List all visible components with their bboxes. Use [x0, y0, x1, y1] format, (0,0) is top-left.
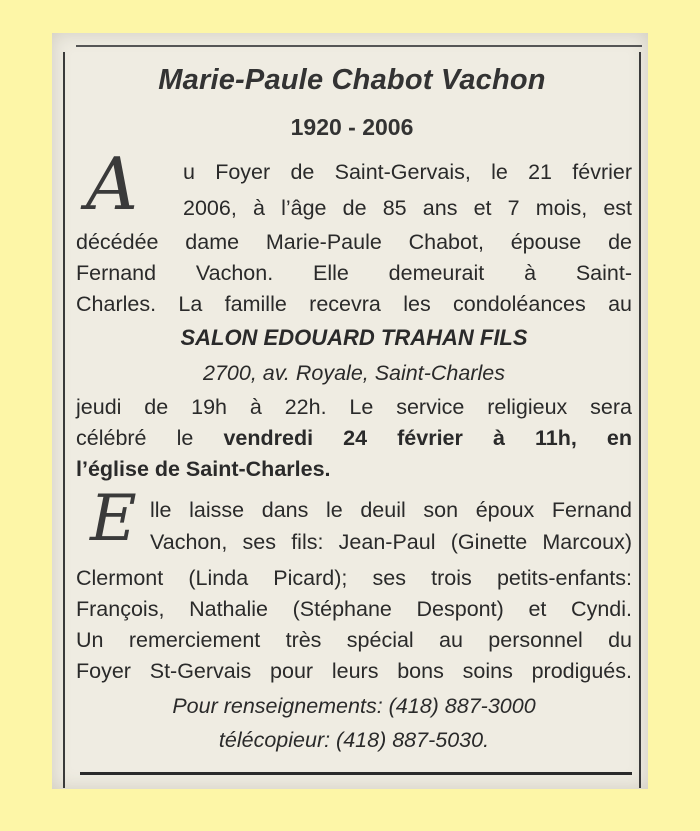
funeral-home-name: SALON EDOUARD TRAHAN FILS [180, 325, 528, 350]
service-line [76, 422, 632, 454]
paragraph-line: décédée dame Marie-Paule Chabot, épouse de [76, 230, 632, 254]
dropcap-e: E [90, 482, 137, 556]
life-years: 1920 - 2006 [290, 114, 414, 140]
paragraph-line: Foyer St-Gervais pour leurs bons soins prodigués. [76, 659, 632, 683]
funeral-home-address: 2700, av. Royale, Saint-Charles [203, 361, 505, 385]
contact-fax: télécopieur: (418) 887-5030. [218, 728, 490, 752]
paragraph-line: Clermont (Linda Picard); ses trois petits-enfants: [76, 566, 632, 590]
service-text: célébré le [76, 426, 194, 450]
bottom-rule [80, 772, 632, 775]
service-location: l’église de Saint-Charles. [76, 457, 331, 481]
service-line: jeudi de 19h à 22h. Le service religieux sera [76, 395, 632, 419]
paragraph-line: Fernand Vachon. Elle demeurait à Saint- [76, 261, 632, 285]
paragraph-line: Vachon, ses fils: Jean-Paul (Ginette Marcoux) [150, 530, 632, 554]
paragraph-line: Charles. La famille recevra les condoléances au [76, 292, 632, 316]
obituary-name-title: Marie-Paule Chabot Vachon [158, 64, 546, 96]
paragraph-line: Un remerciement très spécial au personnel du [76, 628, 632, 652]
paragraph-line: 2006, à l’âge de 85 ans et 7 mois, est [183, 196, 632, 220]
paragraph-line: u Foyer de Saint-Gervais, le 21 février [183, 160, 632, 184]
paragraph-line: François, Nathalie (Stéphane Despont) et Cyndi. [76, 597, 632, 621]
service-date: vendredi 24 février à 11h, en [223, 426, 632, 450]
paragraph-line: lle laisse dans le deuil son époux Fernand [150, 498, 632, 522]
top-rule [76, 45, 642, 47]
right-border-rule [639, 52, 641, 788]
left-border-rule [63, 52, 65, 788]
dropcap-a: A [86, 142, 138, 226]
contact-phone: Pour renseignements: (418) 887-3000 [172, 694, 536, 718]
